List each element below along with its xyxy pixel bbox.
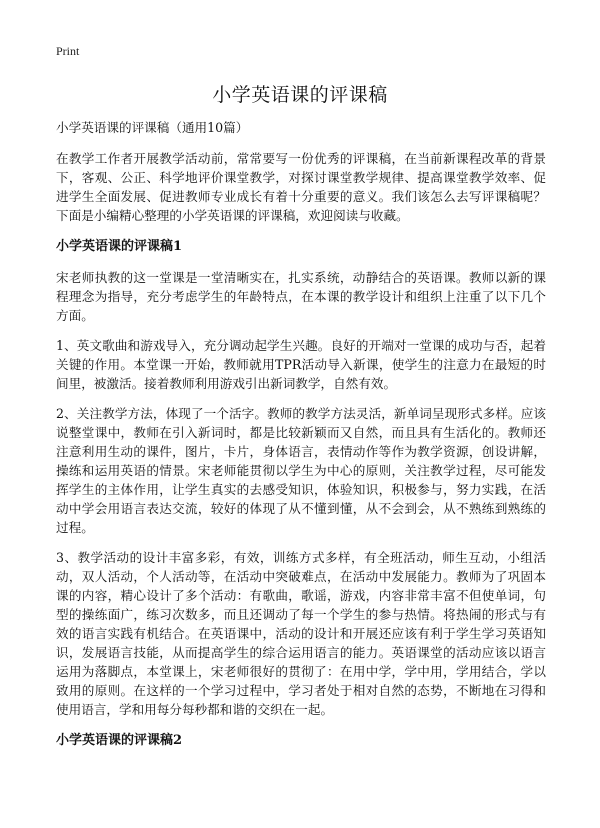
document-title: 小学英语课的评课稿: [212, 84, 388, 106]
document-subtitle: 小学英语课的评课稿（通用10篇）: [56, 120, 249, 135]
intro-paragraph: 在教学工作者开展教学活动前，常常要写一份优秀的评课稿，在当前新课程改革的背景下，客观、公正、科学地评价课堂教学，对探讨课堂教学规律、提高课堂教学效率、促进学生全面发展、促进教师专业成长有着十分重要的意义。我们该怎么去写评课稿呢？下面是小编精心整理的小学英语课的评课稿，欢迎阅读与收藏。: [56, 151, 546, 223]
section1-paragraph-2: 1、英文歌曲和游戏导入，充分调动起学生兴趣。良好的开端对一堂课的成功与否，起着关键的作用。本堂课一开始，教师就用TPR活动导入新课，使学生的注意力在最短的时间里，被激活。接着教师利用游戏引出新词教学，自然有效。: [56, 338, 546, 391]
document-body: [56, 118, 546, 762]
section-heading-1: 小学英语课的评课稿1: [56, 239, 183, 254]
section1-paragraph-3: 2、关注教学方法，体现了一个活字。教师的教学方法灵活，新单词呈现形式多样。应该说整堂课中，教师在引入新词时，都是比较新颖而又自然，而且具有生活化的。教师还注意利用生动的课件，图片，卡片，身体语言，表情动作等作为教学资源，创设讲解，操练和运用英语的情景。宋老师能贯彻以学生为中心的原则，关注教学过程，尽可能发挥学生的主体作用，让学生真实的去感受知识，体验知识，积极参与，努力实践，在活动中学会用语言表达交流，较好的体现了从不懂到懂，从不会到会，从不熟练到熟练的过程。: [56, 406, 546, 535]
section1-paragraph-1: 宋老师执教的这一堂课是一堂清晰实在，扎实系统，动静结合的英语课。教师以新的课程理念为指导，充分考虑学生的年龄特点，在本课的教学设计和组织上注重了以下几个方面。: [56, 270, 546, 323]
section-heading-2: 小学英语课的评课稿2: [56, 733, 183, 748]
print-link[interactable]: Print: [56, 44, 80, 58]
section1-paragraph-4: 3、教学活动的设计丰富多彩，有效，训练方式多样，有全班活动，师生互动，小组活动，双人活动，个人活动等，在活动中突破难点，在活动中发展能力。教师为了巩固本课的内容，精心设计了多个活动：有歌曲，歌谣，游戏，内容非常丰富不但使单词，句型的操练面广，练习次数多，而且还调动了每一个学生的参与热情。将热闹的形式与有效的语言实践有机结合。在英语课中，活动的设计和开展还应该有利于学生学习英语知识，发展语言技能，从而提高学生的综合运用语言的能力。英语课堂的活动应该以语言运用为落脚点，本堂课上，宋老师很好的贯彻了：在用中学，学中用，学用结合，学以致用的原则。在这样的一个学习过程中，学习者处于相对自然的态势，不断地在习得和使用语言，学和用每分每秒都和谐的交织在一起。: [56, 550, 546, 717]
